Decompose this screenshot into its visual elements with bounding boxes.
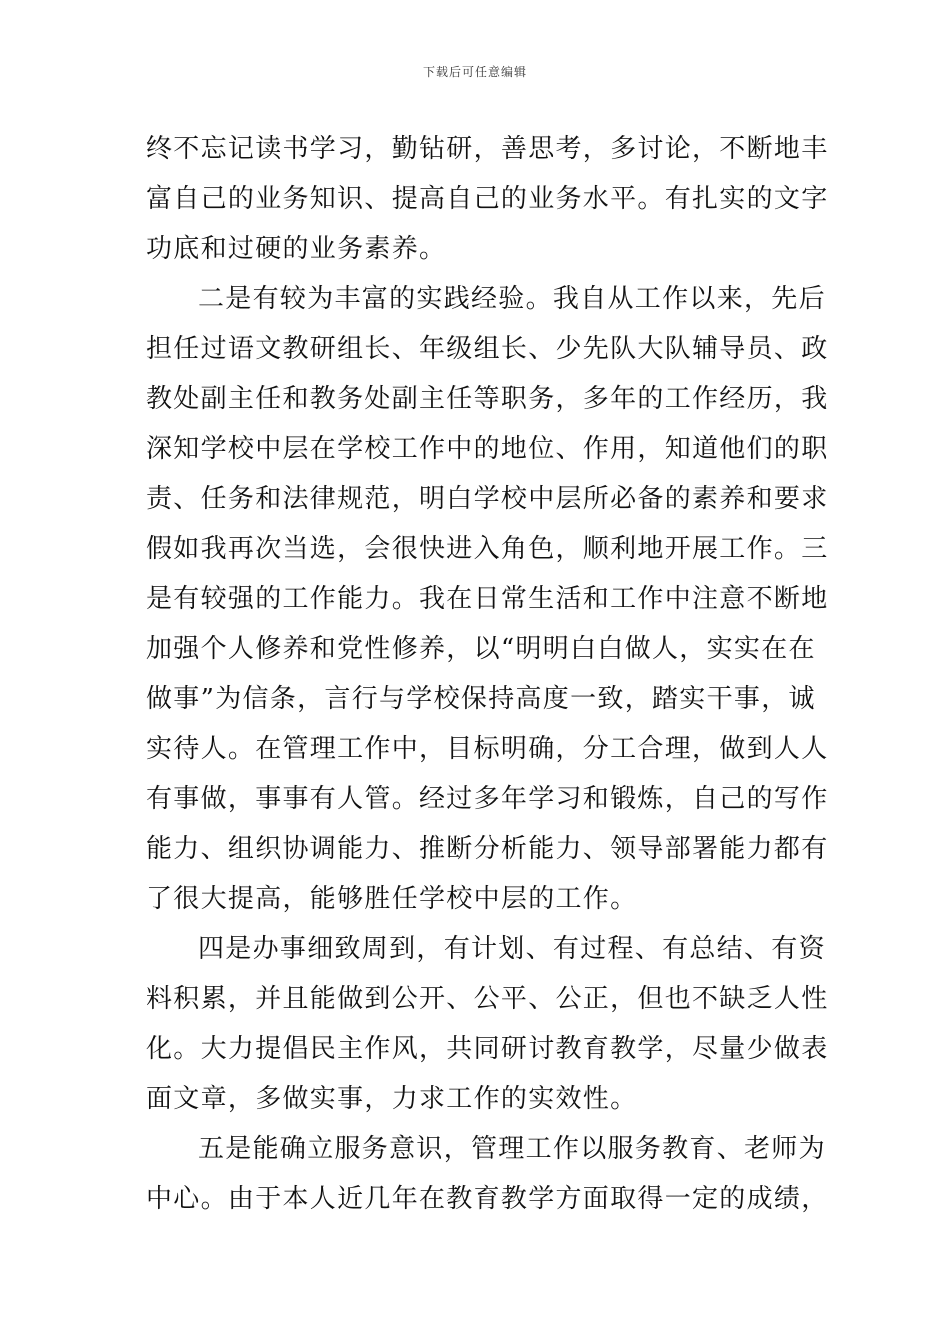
body-text (146, 124, 829, 1224)
paragraph-start-line: 四是办事细致周到，有计划、有过程、有总结、有资 (198, 934, 826, 964)
text-line: 料积累，并且能做到公开、公平、公正，但也不缺乏人性 (146, 984, 829, 1014)
paragraph-start-line: 二是有较为丰富的实践经验。我自从工作以来，先后 (198, 284, 826, 314)
text-line: 教处副主任和教务处副主任等职务，多年的工作经历，我 (146, 384, 829, 414)
text-line: 实待人。在管理工作中，目标明确，分工合理，做到人人 (146, 734, 829, 764)
text-line: 加强个人修养和党性修养，以“明明白白做人，实实在在 (146, 634, 816, 664)
text-line: 责、任务和法律规范，明白学校中层所必备的素养和要求 (146, 484, 829, 514)
page-header: 下载后可任意编辑 (422, 65, 527, 79)
text-line: 了很大提高，能够胜任学校中层的工作。 (146, 884, 638, 914)
text-line: 化。大力提倡民主作风，共同研讨教育教学，尽量少做表 (146, 1034, 829, 1064)
text-line: 有事做，事事有人管。经过多年学习和锻炼，自己的写作 (146, 784, 829, 814)
text-line: 富自己的业务知识、提高自己的业务水平。有扎实的文字 (146, 184, 829, 214)
text-line: 做事”为信条，言行与学校保持高度一致，踏实干事，诚 (146, 684, 816, 714)
text-line: 能力、组织协调能力、推断分析能力、领导部署能力都有 (146, 834, 829, 864)
text-line: 终不忘记读书学习，勤钻研，善思考，多讨论，不断地丰 (146, 134, 829, 164)
text-line: 中心。由于本人近几年在教育教学方面取得一定的成绩， (146, 1184, 829, 1214)
text-line: 担任过语文教研组长、年级组长、少先队大队辅导员、政 (146, 334, 829, 364)
text-line: 功底和过硬的业务素养。 (146, 234, 447, 264)
text-line: 假如我再次当选，会很快进入角色，顺利地开展工作。三 (146, 534, 829, 564)
text-line: 面文章，多做实事，力求工作的实效性。 (146, 1084, 638, 1114)
text-line: 深知学校中层在学校工作中的地位、作用，知道他们的职 (146, 434, 829, 464)
text-line: 是有较强的工作能力。我在日常生活和工作中注意不断地 (146, 584, 829, 614)
paragraph-start-line: 五是能确立服务意识，管理工作以服务教育、老师为 (198, 1134, 826, 1164)
